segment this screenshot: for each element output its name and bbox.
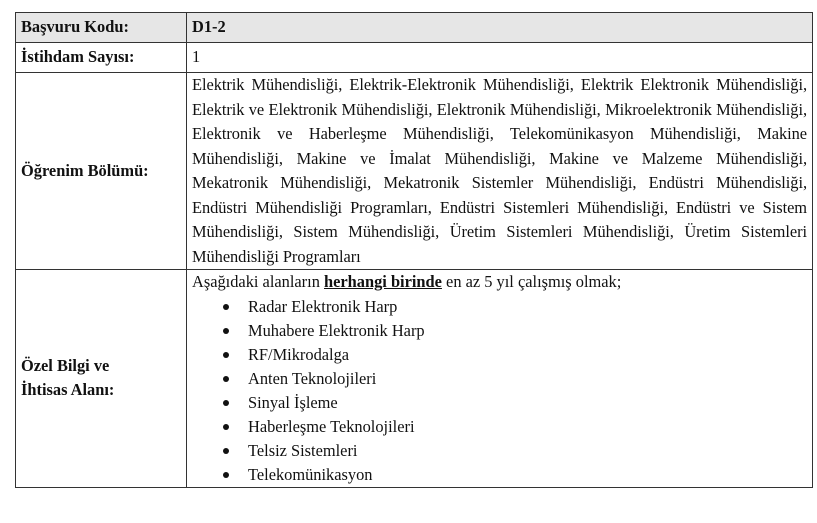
intro-emphasis: herhangi birinde xyxy=(324,272,442,291)
special-knowledge-label-line2: İhtisas Alanı: xyxy=(21,380,115,400)
employment-count-row xyxy=(16,43,813,73)
special-knowledge-label xyxy=(16,270,187,488)
employment-count-value: 1 xyxy=(187,43,813,73)
list-item: Muhabere Elektronik Harp xyxy=(192,319,807,343)
special-knowledge-intro xyxy=(192,270,807,295)
area-list xyxy=(192,295,807,487)
list-item: Haberleşme Teknolojileri xyxy=(192,415,807,439)
list-item: Telekomünikasyon xyxy=(192,463,807,487)
employment-count-label: İstihdam Sayısı: xyxy=(16,43,187,73)
application-code-row xyxy=(16,13,813,43)
intro-before: Aşağıdaki alanların xyxy=(192,272,324,291)
departments-value: Elektrik Mühendisliği, Elektrik-Elektronik Mühendisliği, Elektrik Elektronik Mühendisliği, Elektrik ve Elektronik Mühendisliği, Elektronik Mühendisliği, Mikroelektronik Mühendisliği, Elektronik ve Haberleşme Mühendisliği, Telekomünikasyon Mühendisliği, Makine Mühendisliği, Makine ve İmalat Mühendisliği, Makine ve Malzeme Mühendisliği, Mekatronik Mühendisliği, Mekatronik Sistemler Mühendisliği, Endüstri Mühendisliği, Endüstri Mühendisliği Programları, Endüstri Sistemleri Mühendisliği, Endüstri ve Sistem Mühendisliği, Sistem Mühendisliği, Üretim Sistemleri Mühendisliği, Üretim Sistemleri Mühendisliği Programları xyxy=(187,73,813,270)
special-knowledge-label-line1: Özel Bilgi ve xyxy=(21,355,110,375)
list-item: Anten Teknolojileri xyxy=(192,367,807,391)
departments-label: Öğrenim Bölümü: xyxy=(16,73,187,270)
list-item: Sinyal İşleme xyxy=(192,391,807,415)
list-item: Telsiz Sistemleri xyxy=(192,439,807,463)
application-code-label: Başvuru Kodu: xyxy=(16,13,187,43)
intro-after: en az 5 yıl çalışmış olmak; xyxy=(441,272,622,291)
application-code-value: D1-2 xyxy=(187,13,813,43)
list-item: Radar Elektronik Harp xyxy=(192,295,807,319)
departments-row xyxy=(16,73,813,270)
list-item: RF/Mikrodalga xyxy=(192,343,807,367)
job-posting-table xyxy=(15,12,813,488)
special-knowledge-row xyxy=(16,270,813,488)
special-knowledge-value xyxy=(187,270,813,488)
